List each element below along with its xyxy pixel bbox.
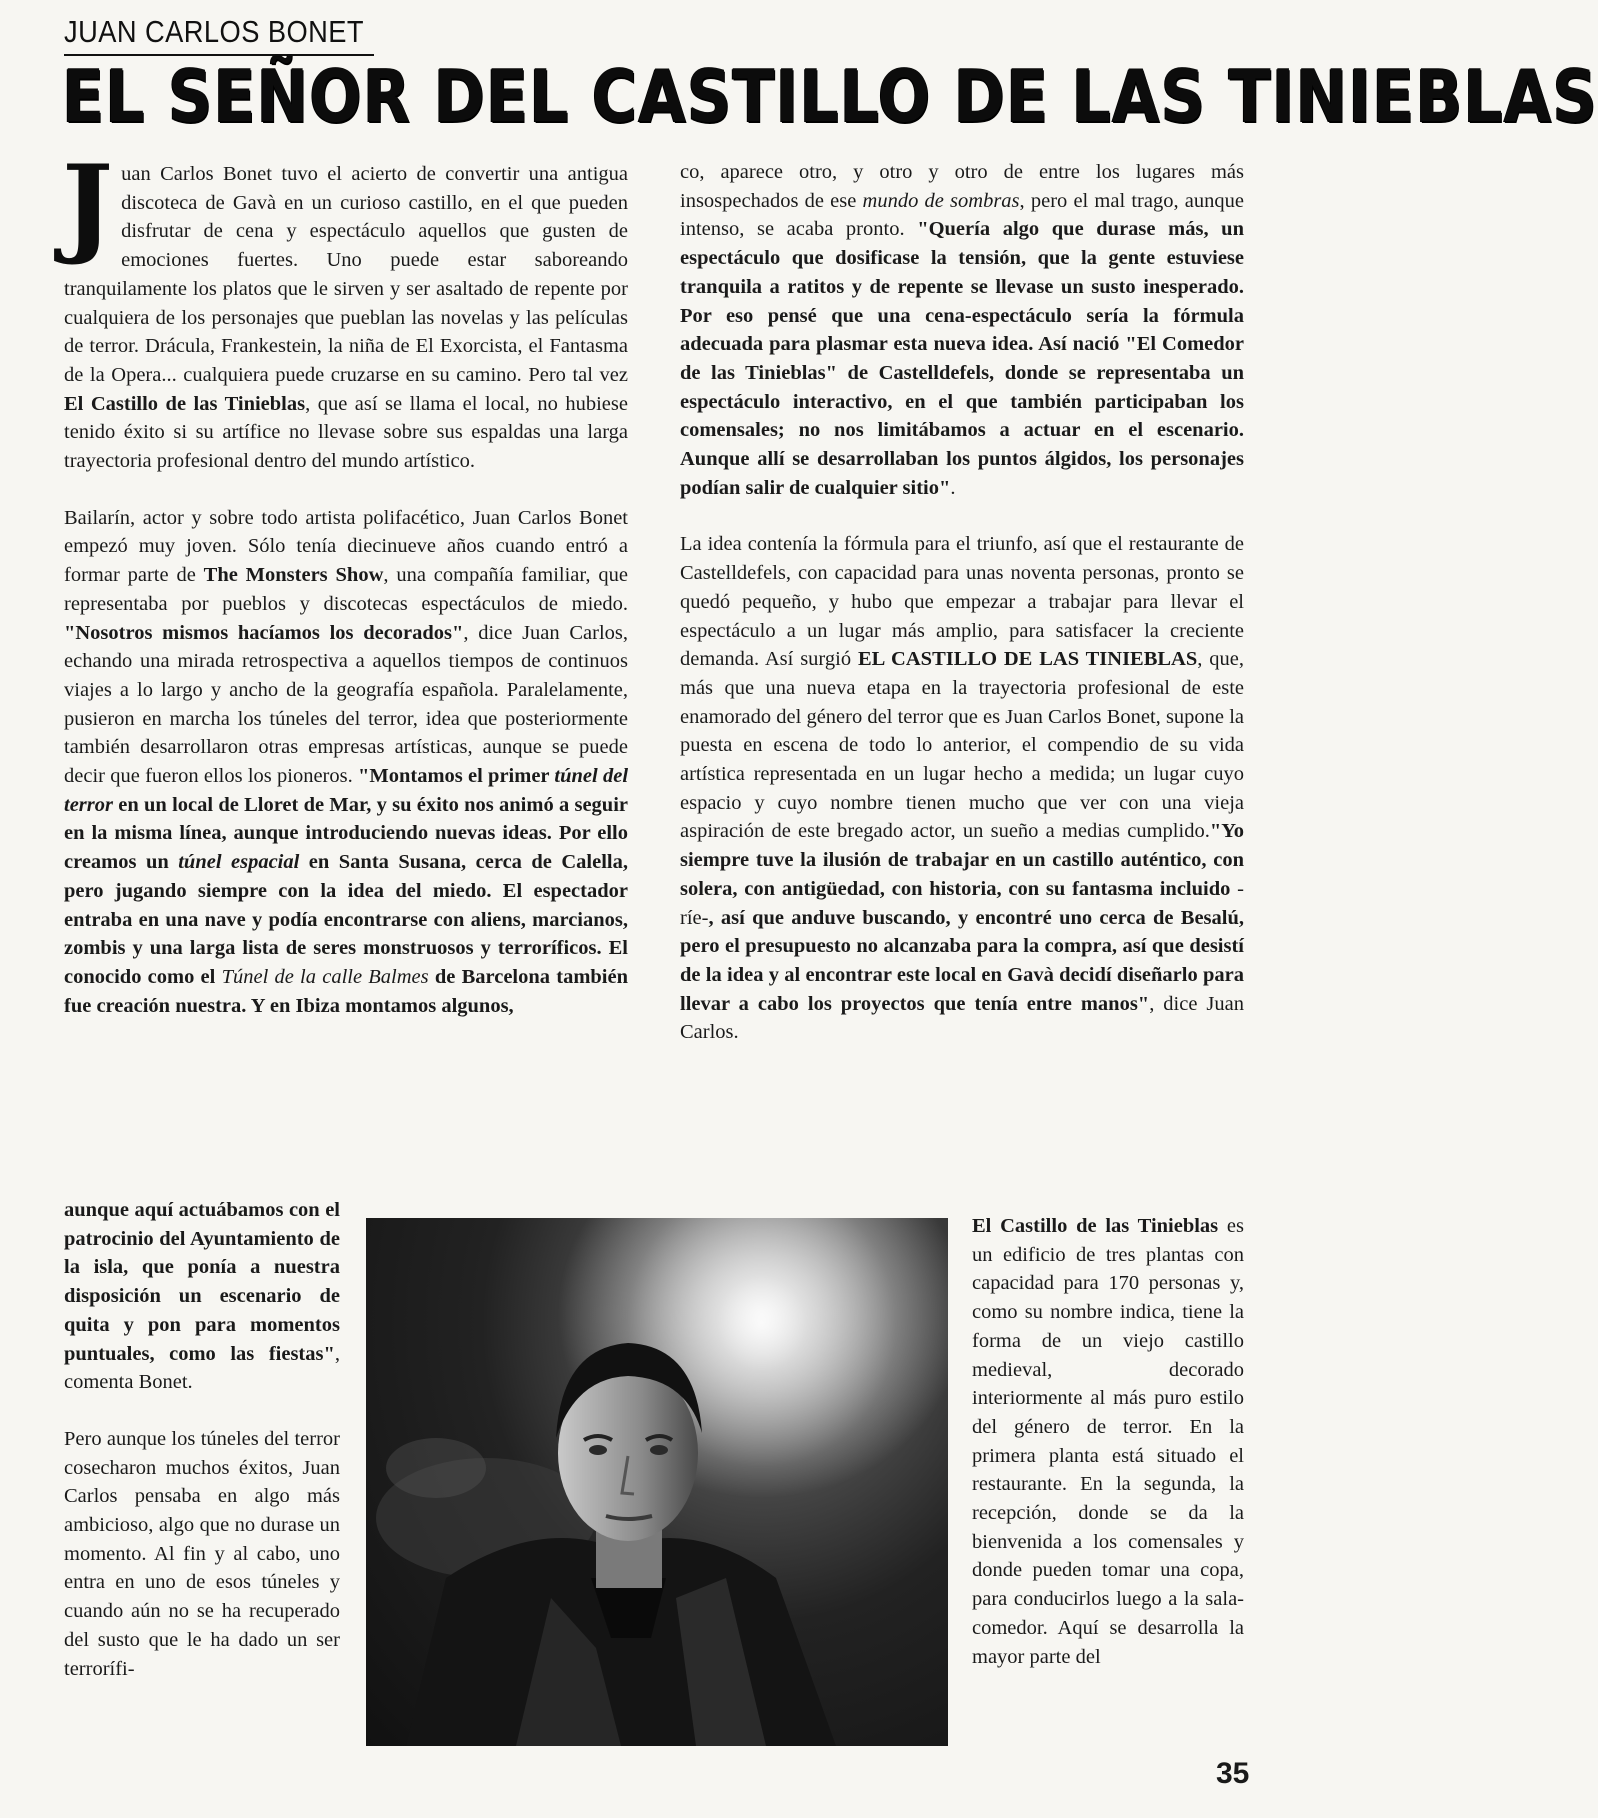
- column-right-narrow: [972, 1212, 1244, 1671]
- paragraph-building: El Castillo de las Tinieblas es un edificio de tres plantas con capacidad para 170 personas y, como su nombre indica, tiene la forma de un viejo castillo medieval, decorado interiormente al más puro estilo del género de terror. En la primera planta está situado el restaurante. En la segunda, la recepción, donde se da la bienvenida a los comensales y donde pueden tomar una copa, para conducirlos luego a la sala-comedor. Aquí se desarrolla la mayor parte del: [972, 1215, 1245, 1668]
- paragraph-ambition-cont: co, aparece otro, y otro y otro de entre los lugares más insospechados de ese mundo de sombras, pero el mal trago, aunque intenso, se acaba pronto. "Quería algo que durase más, un espectáculo que dosificase la tensión, que la gente estuviese tranquila a ratitos y de repente se llevase un susto inesperado. Por eso pensé que una cena-espectáculo sería la fórmula adecuada para plasmar esta nueva idea. Así nació "El Comedor de las Tinieblas" de Castelldefels, donde se representaba un espectáculo interactivo, en el que también participaban los comensales; no nos limitábamos a actuar en el escenario. Aunque allí se desarrollaban los puntos álgidos, los personajes podían salir de cualquier sitio".: [680, 161, 1244, 499]
- column-left-top: [62, 142, 629, 1020]
- drop-cap: J: [62, 142, 114, 268]
- paragraph-castle-origin: La idea contenía la fórmula para el triunfo, así que el restaurante de Castelldefels, con capacidad para unas noventa personas, pronto se quedó pequeño, y hubo que empezar a trabajar para llevar el espectáculo a un lugar más amplio, para satisfacer la creciente demanda. Así surgió EL CASTILLO DE LAS TINIEBLAS, que, más que una nueva etapa en la trayectoria profesional de este enamorado del género del terror que es Juan Carlos Bonet, supone la puesta en escena de todo lo anterior, el compendio de su vida artística representada en un lugar hecho a medida; un lugar cuyo espacio y cuyo nombre tienen mucho que ver con una vieja aspiración de este bregado actor, un sueño a medias cumplido."Yo siempre tuve la ilusión de trabajar en un castillo auténtico, con solera, con antigüedad, con historia, con su fantasma incluido -ríe-, así que anduve buscando, y encontré uno cerca de Besalú, pero el presupuesto no alcanzaba para la compra, así que desistí de la idea y al encontrar este local en Gavà decidí diseñarlo para llevar a cabo los proyectos que tenía entre manos", dice Juan Carlos.: [680, 533, 1245, 1044]
- paragraph-ambition: Pero aunque los túneles del terror cosecharon muchos éxitos, Juan Carlos pensaba en algo más ambicioso, algo que no durase un momento. Al fin y al cabo, uno entra en uno de esos túneles y cuando aún no se ha recuperado del susto que le ha dado un ser terrorífi-: [64, 1427, 340, 1680]
- portrait-photo: [366, 1218, 948, 1746]
- column-left-narrow: [64, 1196, 340, 1683]
- portrait-illustration: [366, 1218, 948, 1746]
- article-title: EL SEÑOR DEL CASTILLO DE LAS TINIEBLAS: [62, 54, 1598, 138]
- paragraph-career-cont: aunque aquí actuábamos con el patrocinio del Ayuntamiento de la isla, que ponía a nuestra disposición un escenario de quita y pon para momentos puntuales, como las fiestas", comenta Bonet.: [64, 1199, 340, 1394]
- page-number: 35: [1216, 1757, 1250, 1790]
- paragraph-career: Bailarín, actor y sobre todo artista polifacético, Juan Carlos Bonet empezó muy joven. Sólo tenía diecinueve años cuando entró a formar parte de The Monsters Show, una compañía familiar, que representaba por pueblos y discotecas espectáculos de miedo. "Nosotros mismos hacíamos los decorados", dice Juan Carlos, echando una mirada retrospectiva a aquellos tiempos de continuos viajes a lo largo y ancho de la geografía española. Paralelamente, pusieron en marcha los túneles del terror, idea que posteriormente también desarrollaron otras empresas artísticas, aunque se puede decir que fueron ellos los pioneros. "Montamos el primer túnel del terror en un local de Lloret de Mar, y su éxito nos animó a seguir en la misma línea, aunque introduciendo nuevas ideas. Por ello creamos un túnel espacial en Santa Susana, cerca de Calella, pero jugando siempre con la idea del miedo. El espectador entraba en una nave y podía encontrarse con aliens, marcianos, zombis y una larga lista de seres monstruosos y terroríficos. El conocido como el Túnel de la calle Balmes de Barcelona también fue creación nuestra. Y en Ibiza montamos algunos,: [64, 506, 629, 1017]
- author-name: JUAN CARLOS BONET: [64, 14, 365, 49]
- column-right: [680, 158, 1244, 1047]
- paragraph-intro: Juan Carlos Bonet tuvo el acierto de convertir una antigua discoteca de Gavà en un curioso castillo, en el que pueden disfrutar de cena y espectáculo aquellos que gusten de emociones fuertes. Uno puede estar saboreando tranquilamente los platos que le sirven y ser asaltado de repente por cualquiera de los personajes que pueblan las novelas y las películas de terror. Drácula, Frankestein, la niña de El Exorcista, el Fantasma de la Opera... cualquiera puede cruzarse en su camino. Pero tal vez El Castillo de las Tinieblas, que así se llama el local, no hubiese tenido éxito si su artífice no llevase sobre sus espaldas una larga trayectoria profesional dentro del mundo artístico.: [62, 142, 628, 473]
